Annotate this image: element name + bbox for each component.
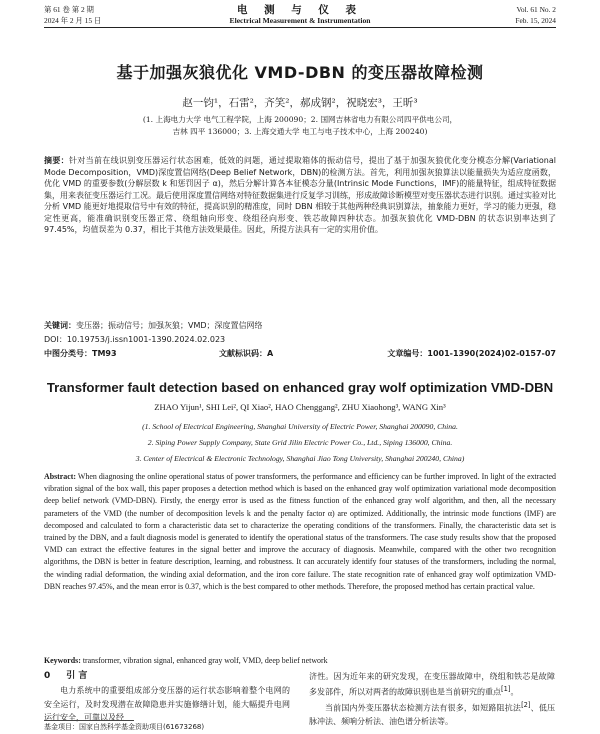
body-column-left <box>44 670 290 724</box>
section-number: 0 <box>44 671 51 681</box>
header-rule <box>44 27 556 28</box>
keywords-cn-label: 关键词： <box>44 321 76 330</box>
date-en: Feb. 15, 2024 <box>515 16 556 25</box>
citation-2[interactable]: [2] <box>521 701 531 710</box>
section-title: 引 言 <box>66 671 88 681</box>
intro-paragraph-left: 电力系统中的重要组成部分变压器的运行状态影响着整个电网的安全运行，及时发现潜在故障隐患并实施修缮计划，能大幅提升电网运行安全，可靠以及经 <box>44 686 290 722</box>
abstract-cn-text: 针对当前在线识别变压器运行状态困难，低效的问题，通过提取箱体的振动信号，提出了基于加强灰狼优化变分模态分解(Variational Mode Decomposition，VMD)深度置信网络(Deep Belief Network，DBN)的检测方法。首先，利用加强灰狼算法以能量损失为适应度函数，优化 VMD 的重要参数(分解层数 k 和惩罚因子 α)，然后分解计算各本征模态分量(Intrinsic Mode Functions，IMF)的能量特征，组成特征数据集，用来表征变压器运行工况。最后使用深度置信网络对特征数据集进行反复学习训练，形成故障诊断模型对变压器状态进行识别。通过实验对比分析 VMD 能更好地提取信号中有效的特征，提高识别的精准度，同时 DBN 相较于其他两种经典识别算法，抽象能力更好，学习的能力更强，稳定性更高，能准确识别变压器正常、绕组轴向形变、绕组径向形变、铁芯故障四种状态。加强灰狼优化 VMD-DBN 的状态识别率达到了 97.45%，均值误差为 0.37，相比于其他方法效果最佳。因此，所提方法具有一定的实用价值。 <box>44 156 557 234</box>
affiliation-cn-line2: 吉林 四平 136000；3. 上海交通大学 电工与电子技术中心，上海 200240) <box>172 127 428 136</box>
affiliation-en-1: (1. School of Electrical Engineering, Shanghai University of Electric Power, Shanghai 200090, China. <box>142 422 458 431</box>
keywords-en-label: Keywords: <box>44 656 81 665</box>
abstract-en-label: Abstract: <box>44 472 76 481</box>
funding-note: 基金项目：国家自然科学基金资助项目(61673268) <box>44 723 205 731</box>
abstract-cn-label: 摘要： <box>44 156 69 165</box>
volume-issue-cn: 第 61 卷 第 2 期 <box>44 5 94 14</box>
affiliation-en-2: 2. Siping Power Supply Company, State Grid Jilin Electric Power Co., Ltd., Siping 136000, China. <box>147 438 453 447</box>
intro-text-2: 当前国内外变压器状态检测方法有很多，如短路阻抗法 <box>325 703 522 713</box>
intro-paragraph-right-2 <box>309 699 555 728</box>
intro-paragraph-right-1 <box>309 670 555 699</box>
abstract-cn <box>44 155 556 236</box>
intro-text-2-end: 、低压脉冲法、频响分析法、油色谱分析法等。 <box>309 703 556 727</box>
document-code: 文献标识码：A <box>219 349 274 358</box>
date-cn: 2024 年 2 月 15 日 <box>44 16 102 25</box>
running-header <box>44 5 556 35</box>
journal-name-cn: 电 测 与 仪 表 <box>237 5 363 16</box>
paper-title-en: Transformer fault detection based on enhanced gray wolf optimization VMD-DBN <box>46 380 554 395</box>
article-number: 文章编号：1001-1390(2024)02-0157-07 <box>387 349 556 358</box>
keywords-cn-text: 变压器；振动信号；加强灰狼；VMD；深度置信网络 <box>76 321 263 330</box>
affiliation-cn-line1: (1. 上海电力大学 电气工程学院，上海 200090；2. 国网吉林省电力有限公司四平供电公司， <box>142 115 458 124</box>
abstract-en <box>44 471 556 593</box>
authors-cn: 赵一钧¹，石雷²，齐笑²，郝成钢²，祝晓宏³，王昕³ <box>182 97 418 109</box>
affiliation-en-3: 3. Center of Electrical & Electronic Technology, Shanghai Jiao Tong University, Shanghai 200240, China) <box>135 454 465 463</box>
section-heading-introduction <box>44 670 290 683</box>
journal-name-en: Electrical Measurement & Instrumentation <box>229 16 371 25</box>
keywords-en <box>44 655 556 666</box>
classification-row <box>44 348 556 360</box>
footnote-rule <box>44 720 134 721</box>
keywords-en-text: transformer, vibration signal, enhanced gray wolf, VMD, deep belief network <box>82 656 328 665</box>
citation-1[interactable]: [1] <box>501 685 511 694</box>
body-column-right <box>309 670 555 729</box>
intro-text-1: 济性。因为近年来的研究发现，在变压器故障中，绕组和铁芯是故障多发部件，所以对两者的故障识别也是当前研究的重点 <box>309 672 555 697</box>
doi: DOI：10.19753/j.issn1001-1390.2024.02.023 <box>44 335 226 344</box>
volume-issue-en: Vol. 61 No. 2 <box>516 5 556 14</box>
intro-text-1-end: 。 <box>510 687 519 697</box>
keywords-cn <box>44 320 556 331</box>
abstract-en-text: When diagnosing the online operational status of power transformers, the performance and efficiency can be further improved. In light of the extracted vibration signal of the box wall, this paper proposes a detection method which is based on the enhanced gray wolf optimization variational mode decomposition deep belief network (VMD-DBN). Firstly, the energy error is used as the fitness function of the enhanced gray wolf algorithm, and then, all the necessary parameters of the VMD (the number of decomposition levels k and the penalty factor α) are optimized. Additionally, the intrinsic mode functions (IMF) are decomposed and calculated to form a characteristic data set to characterize the operating conditions of the transformers. Finally, the characteristic data set is trained by the DBN, and a fault diagnosis model is generated to identify the operational status of the transformers. The case study results show that the proposed VMD can extract the effective features in the signal better and improve the accuracy of diagnosis. Meanwhile, compared with the other two recognition algorithms, the DBN is better in feature description, learning, and robustness. It can accurately identify four statuses of the transformers, including the normal, the winding radial deformation, the winding axial deformation, and the iron core failure. The state recognition rate of enhanced gray wolf optimization VMD-DBN reaches 97.45%, and the mean error is 0.37, which is the best compared to other methods. Therefore, the proposed method has certain practical value. <box>44 472 556 591</box>
paper-title-cn: 基于加强灰狼优化 VMD-DBN 的变压器故障检测 <box>116 63 484 82</box>
class-number: 中图分类号：TM93 <box>44 349 117 358</box>
authors-en: ZHAO Yijun¹, SHI Lei², QI Xiao², HAO Chenggang², ZHU Xiaohong³, WANG Xin³ <box>154 402 446 412</box>
